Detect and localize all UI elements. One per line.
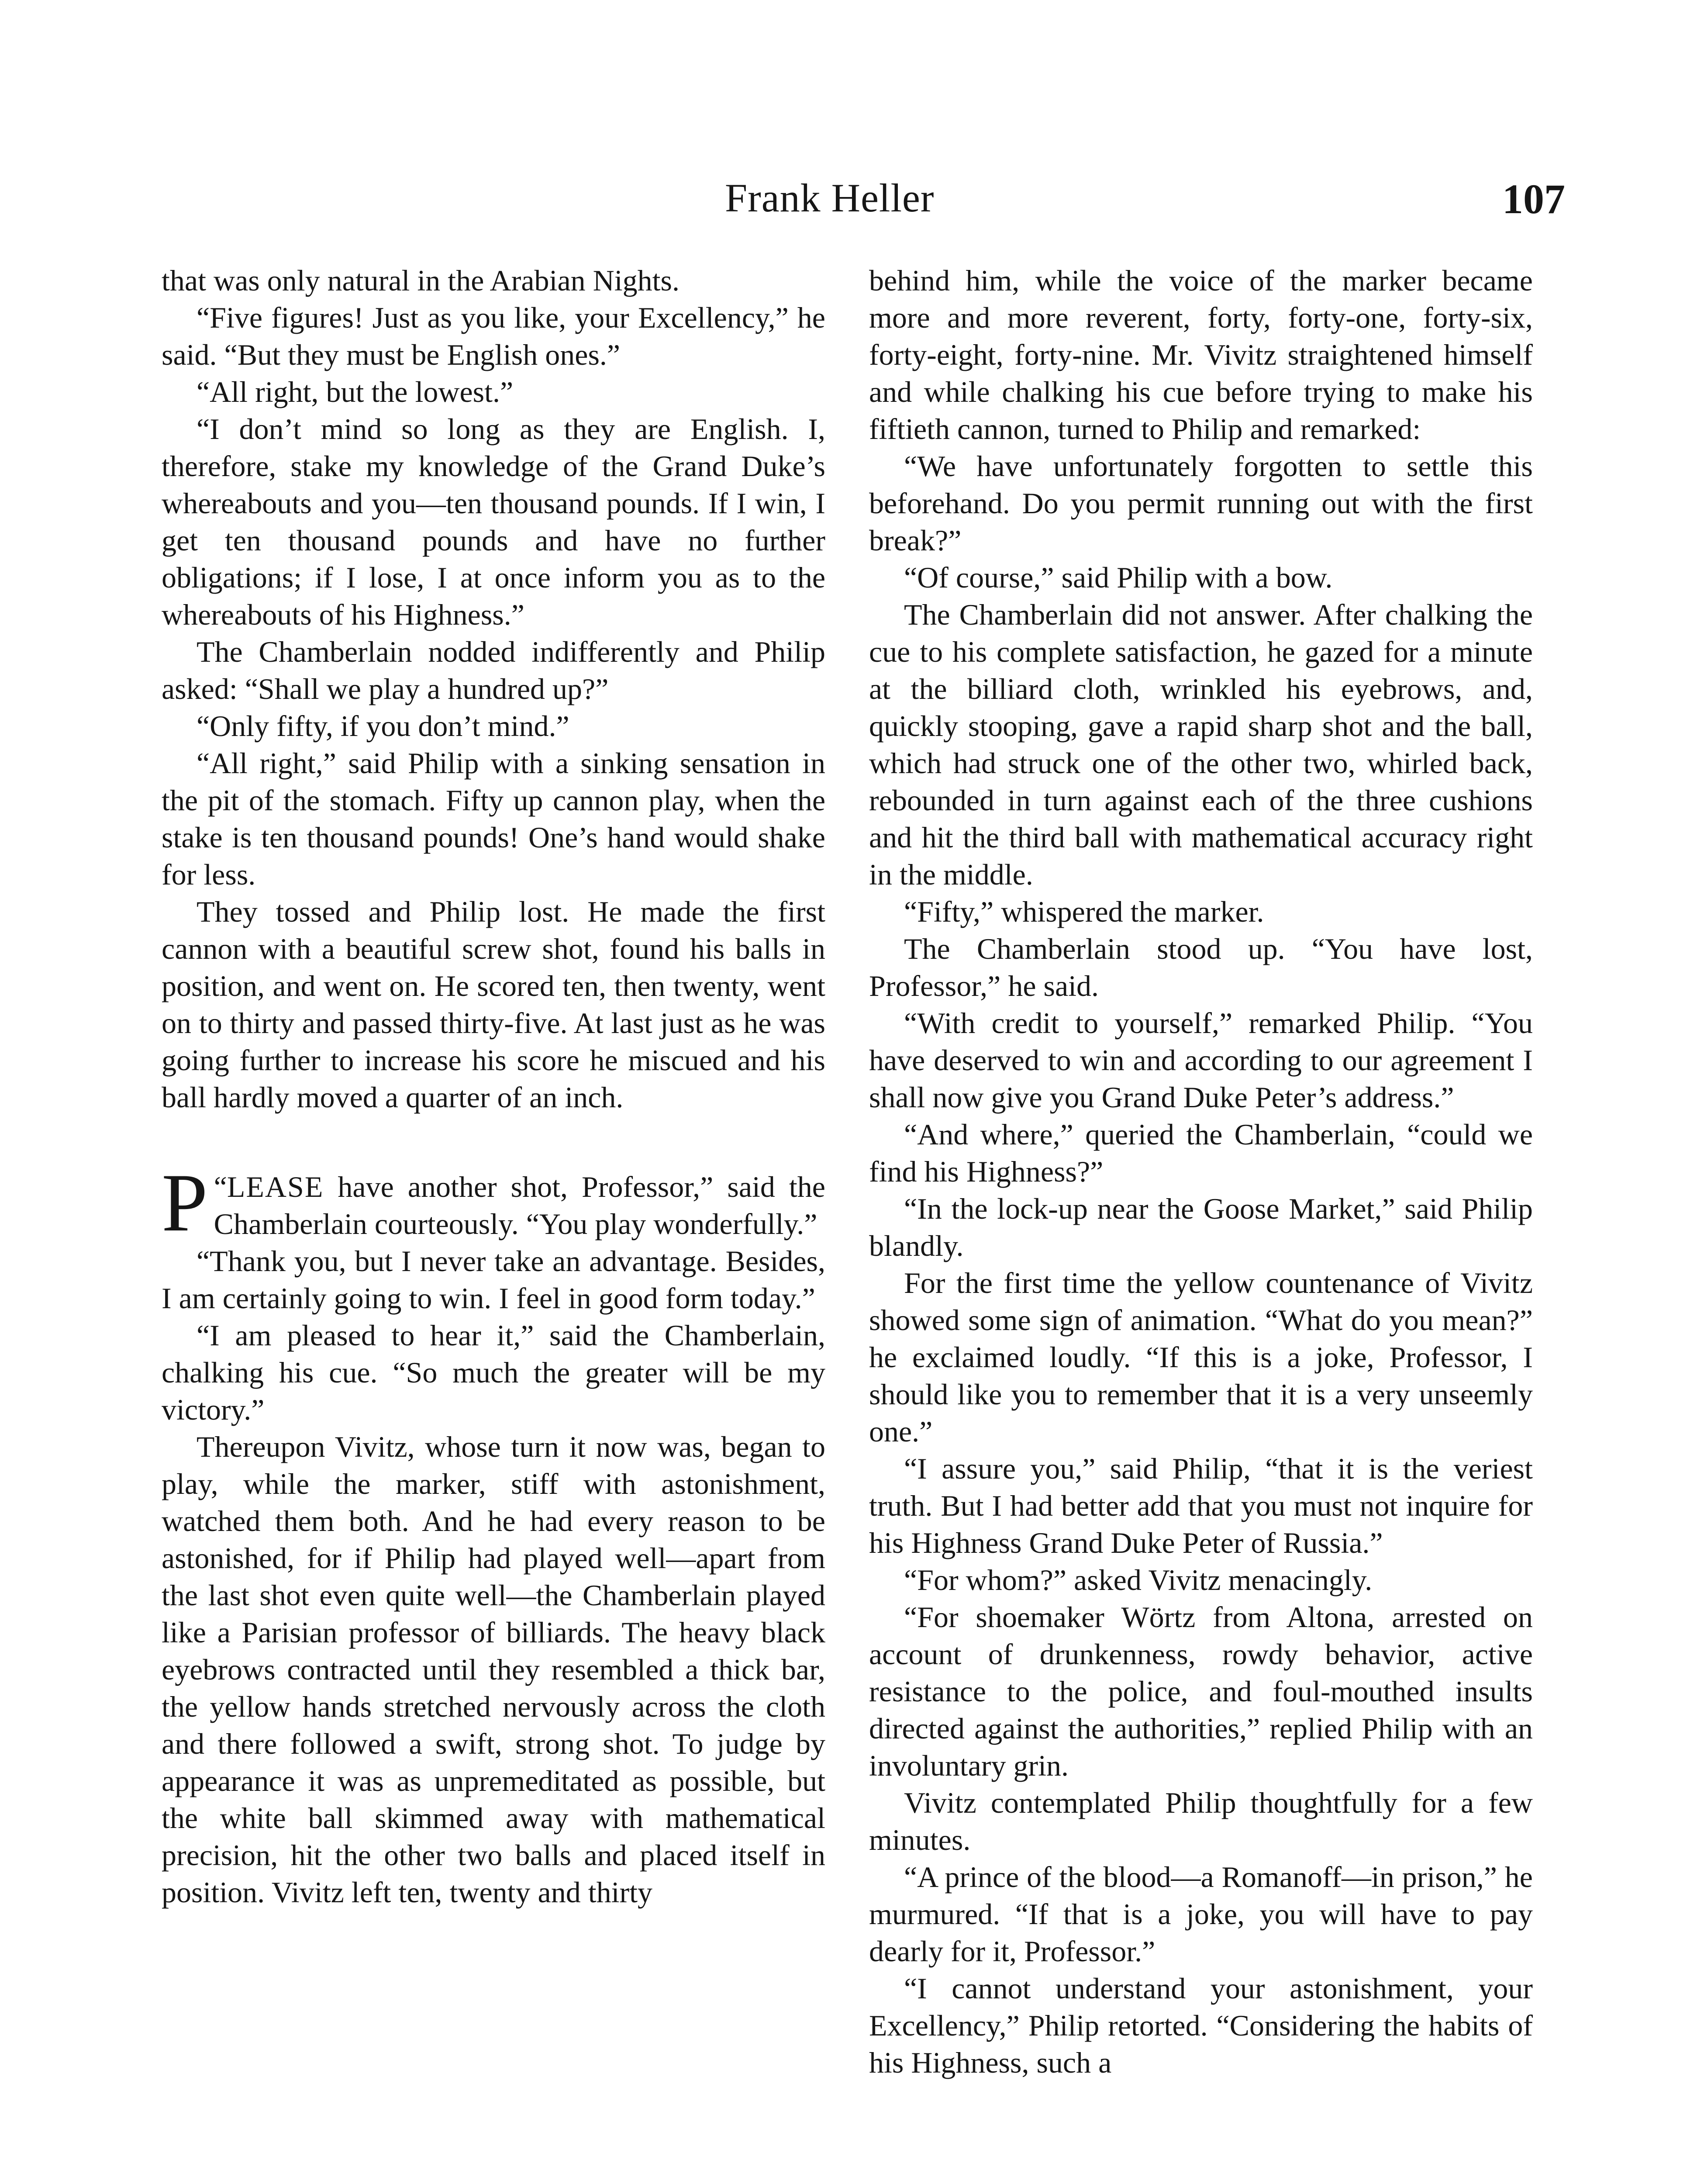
paragraph: The Chamberlain did not answer. After chalking the cue to his complete satisfaction, he gazed for a minute at the billiard cloth, wrinkled his eyebrows, and, quickly stooping, gave a rapid sharp shot and the ball, which had struck one of the other two, whirled back, rebounded in turn against each of the three cushions and hit the third ball with mathematical accuracy right in the middle. <box>869 598 1533 891</box>
drop-cap: P <box>162 1157 208 1249</box>
opening-quote: “ <box>214 1170 227 1203</box>
small-caps-lead: LEASE <box>227 1170 324 1203</box>
right-column <box>869 262 1533 2081</box>
paragraph: For the first time the yellow countenance of Vivitz showed some sign of animation. “What do you mean?” he exclaimed loudly. “If this is a joke, Professor, I should like you to remember that it is a very unseemly one.” <box>869 1266 1533 1448</box>
paragraph: “And where,” queried the Chamberlain, “could we find his Highness?” <box>869 1118 1533 1188</box>
paragraph: Vivitz contemplated Philip thoughtfully for a few minutes. <box>869 1786 1533 1856</box>
paragraph: “I don’t mind so long as they are English. I, therefore, stake my knowledge of the Grand Duke’s whereabouts and you—ten thousand pounds. If I win, I get ten thousand pounds and have no further obligations; if I lose, I at once inform you as to the whereabouts of his Highness.” <box>162 412 825 631</box>
paragraph: that was only natural in the Arabian Nights. <box>162 264 679 297</box>
page-number: 107 <box>1502 176 1565 222</box>
paragraph: The Chamberlain nodded indifferently and Philip asked: “Shall we play a hundred up?” <box>162 635 825 705</box>
paragraph: “I assure you,” said Philip, “that it is the veriest truth. But I had better add that you must not inquire for his Highness Grand Duke Peter of Russia.” <box>869 1452 1533 1559</box>
paragraph: “I cannot understand your astonishment, your Excellency,” Philip retorted. “Considering the habits of his Highness, such a <box>869 1972 1533 2079</box>
paragraph: The Chamberlain stood up. “You have lost, Professor,” he said. <box>869 932 1533 1002</box>
paragraph: “In the lock-up near the Goose Market,” said Philip blandly. <box>869 1192 1533 1262</box>
paragraph: They tossed and Philip lost. He made the first cannon with a beautiful screw shot, found his balls in position, and went on. He scored ten, then twenty, went on to thirty and passed thirty-five. At last just as he was going further to increase his score he miscued and his ball hardly moved a quarter of an inch. <box>162 895 825 1114</box>
page-header <box>0 175 1697 240</box>
paragraph: “Of course,” said Philip with a bow. <box>904 561 1333 594</box>
running-title: Frank Heller <box>725 176 935 220</box>
paragraph: “For whom?” asked Vivitz menacingly. <box>904 1563 1373 1597</box>
paragraph: behind him, while the voice of the marker became more and more reverent, forty, forty-one, forty-six, forty-eight, forty-nine. Mr. Vivitz straightened himself and while chalking his cue before trying to make his fiftieth cannon, turned to Philip and remarked: <box>869 264 1533 446</box>
paragraph: “With credit to yourself,” remarked Philip. “You have deserved to win and according to our agreement I shall now give you Grand Duke Peter’s address.” <box>869 1006 1533 1114</box>
paragraph: “We have unfortunately forgotten to settle this beforehand. Do you permit running out with the first break?” <box>869 449 1533 557</box>
left-column <box>162 262 825 1911</box>
paragraph: “A prince of the blood—a Romanoff—in prison,” he murmured. “If that is a joke, you will have to pay dearly for it, Professor.” <box>869 1860 1533 1968</box>
paragraph: “Only fifty, if you don’t mind.” <box>197 709 569 743</box>
paragraph-text: have another shot, Professor,” said the Chamberlain courteously. “You play wonderfully.” <box>214 1170 825 1241</box>
section-opening-paragraph <box>162 1157 825 1249</box>
paragraph: “For shoemaker Wörtz from Altona, arrested on account of drunkenness, rowdy behavior, active resistance to the police, and foul-mouthed insults directed against the authorities,” replied Philip with an involuntary grin. <box>869 1600 1533 1782</box>
paragraph: Thereupon Vivitz, whose turn it now was, began to play, while the marker, stiff with astonishment, watched them both. And he had every reason to be astonished, for if Philip had played well—apart from the last shot even quite well—the Chamberlain played like a Parisian professor of billiards. The heavy black eyebrows contracted until they resembled a thick bar, the yellow hands stretched nervously across the cloth and there followed a swift, strong shot. To judge by appearance it was as unpremeditated as possible, but the white ball skimmed away with mathematical precision, hit the other two balls and placed itself in position. Vivitz left ten, twenty and thirty <box>162 1430 825 1909</box>
paragraph: “All right,” said Philip with a sinking sensation in the pit of the stomach. Fifty up cannon play, when the stake is ten thousand pounds! One’s hand would shake for less. <box>162 746 825 891</box>
paragraph: “Five figures! Just as you like, your Excellency,” he said. “But they must be English ones.” <box>162 301 825 371</box>
paragraph: “All right, but the lowest.” <box>197 375 514 408</box>
paragraph: “Fifty,” whispered the marker. <box>904 895 1264 928</box>
paragraph: “I am pleased to hear it,” said the Chamberlain, chalking his cue. “So much the greater will be my victory.” <box>162 1319 825 1426</box>
paragraph: “Thank you, but I never take an advantage. Besides, I am certainly going to win. I feel in good form today.” <box>162 1244 825 1315</box>
